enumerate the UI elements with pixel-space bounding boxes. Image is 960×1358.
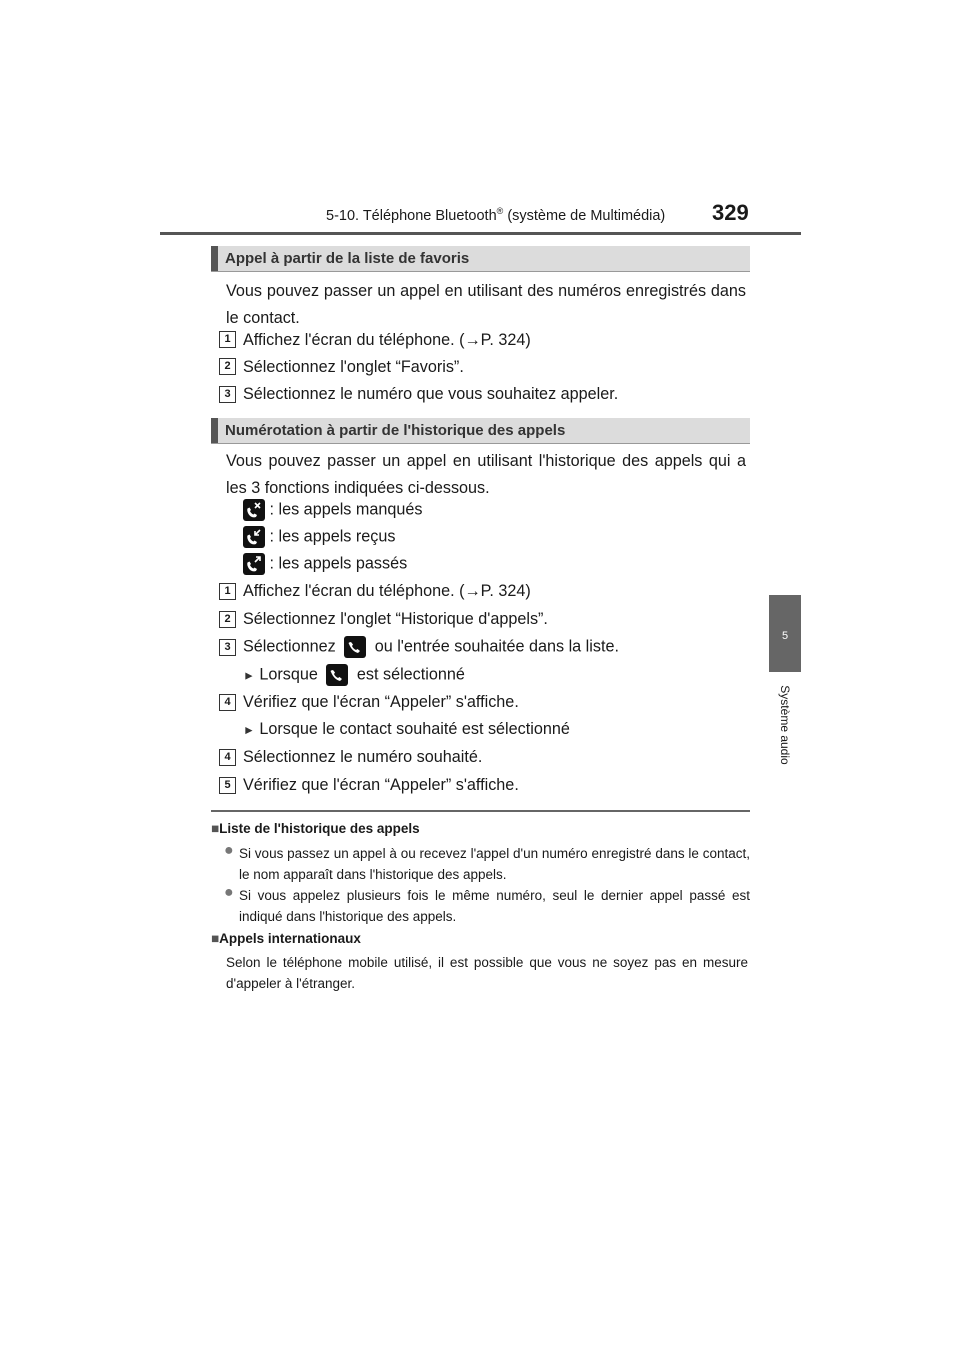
phone-icon: [326, 664, 348, 686]
favorites-intro: Vous pouvez passer un appel en utilisant des numéros enregistrés dans le contact.: [226, 282, 746, 327]
step-number-box: 5: [219, 777, 236, 794]
note-bullet-1: [224, 843, 750, 885]
circle-bullet-icon: ●: [224, 842, 234, 859]
note-bullet-text: Si vous appelez plusieurs fois le même numéro, seul le dernier appel passé est indiqué dans l'historique des appels.: [239, 888, 750, 924]
chapter-title-main: 5-10. Téléphone Bluetooth: [326, 207, 497, 224]
square-bullet-icon: ■: [211, 931, 220, 946]
heading-accent-bar: [211, 418, 218, 443]
history-step-3: [243, 636, 619, 658]
icon-item-outgoing: [243, 553, 407, 575]
step-number-box: 2: [219, 358, 236, 375]
case-arrow-icon: ►: [243, 723, 255, 737]
icon-item-text: : les appels passés: [269, 554, 408, 573]
note-title-history-list: [211, 821, 420, 836]
chapter-tab-label: Système audio: [778, 685, 792, 765]
history-step-5: Vérifiez que l'écran “Appeler” s'affiche.: [243, 776, 519, 794]
history-step-1: Affichez l'écran du téléphone. (→P. 324): [243, 582, 531, 600]
note-bullet-text: Si vous passez un appel à ou recevez l'appel d'un numéro enregistré dans le contact, le nom apparaît dans l'historique des appels.: [239, 846, 750, 882]
history-intro: Vous pouvez passer un appel en utilisant l'historique des appels qui a les 3 fonctions indiquées ci-dessous.: [226, 452, 746, 497]
step-number-box: 4: [219, 694, 236, 711]
step-number-box: 1: [219, 583, 236, 600]
icon-item-text: : les appels reçus: [269, 527, 396, 546]
section-heading-favorites: [211, 246, 750, 272]
step-text-after: ou l'entrée souhaitée dans la liste.: [374, 637, 619, 656]
favorites-step-1: Affichez l'écran du téléphone. (→P. 324): [243, 331, 531, 349]
icon-item-missed: [243, 499, 422, 521]
history-step-4b: Sélectionnez le numéro souhaité.: [243, 748, 483, 766]
step-number-box: 1: [219, 331, 236, 348]
case-text-after: est sélectionné: [356, 665, 465, 684]
favorites-step-3: Sélectionnez le numéro que vous souhaitez appeler.: [243, 385, 619, 403]
step-number-box: 3: [219, 639, 236, 656]
notes-divider: [211, 810, 750, 812]
page-number: 329: [712, 200, 749, 225]
chapter-title-suffix: (système de Multimédia): [503, 207, 666, 224]
note-international-text: Selon le téléphone mobile utilisé, il est possible que vous ne soyez pas en mesure d'appeler à l'étranger.: [226, 955, 748, 991]
case-arrow-icon: ►: [243, 668, 255, 683]
square-bullet-icon: ■: [211, 821, 220, 836]
received-call-icon: [243, 526, 265, 548]
section-heading-history: [211, 418, 750, 444]
heading-accent-bar: [211, 246, 218, 271]
note-title-text: Appels internationaux: [219, 931, 361, 946]
note-title-international: [211, 931, 361, 946]
history-step-2: Sélectionnez l'onglet “Historique d'appels”.: [243, 610, 548, 628]
registered-mark: ®: [496, 206, 504, 216]
case-text: Lorsque le contact souhaité est sélectionné: [259, 720, 570, 738]
note-bullet-2: [224, 885, 750, 927]
case-contact-selected: [243, 719, 570, 740]
chapter-tab-number: 5: [781, 630, 789, 642]
step-number-box: 4: [219, 749, 236, 766]
history-step-4a: Vérifiez que l'écran “Appeler” s'affiche.: [243, 693, 519, 711]
icon-item-received: [243, 526, 395, 548]
chapter-title: [326, 206, 665, 224]
icon-item-text: : les appels manqués: [269, 500, 423, 519]
phone-icon: [344, 636, 366, 658]
missed-call-icon: [243, 499, 265, 521]
step-number-box: 2: [219, 611, 236, 628]
favorites-step-2: Sélectionnez l'onglet “Favoris”.: [243, 358, 464, 376]
header-divider: [160, 232, 801, 235]
section-heading-text: Appel à partir de la liste de favoris: [225, 250, 470, 267]
outgoing-call-icon: [243, 553, 265, 575]
note-title-text: Liste de l'historique des appels: [219, 821, 420, 836]
step-number-box: 3: [219, 386, 236, 403]
case-phone-selected: [243, 664, 465, 686]
step-text-before: Sélectionnez: [243, 637, 336, 656]
section-heading-text: Numérotation à partir de l'historique des appels: [225, 422, 566, 439]
case-text-before: Lorsque: [259, 665, 318, 684]
circle-bullet-icon: ●: [224, 884, 234, 901]
